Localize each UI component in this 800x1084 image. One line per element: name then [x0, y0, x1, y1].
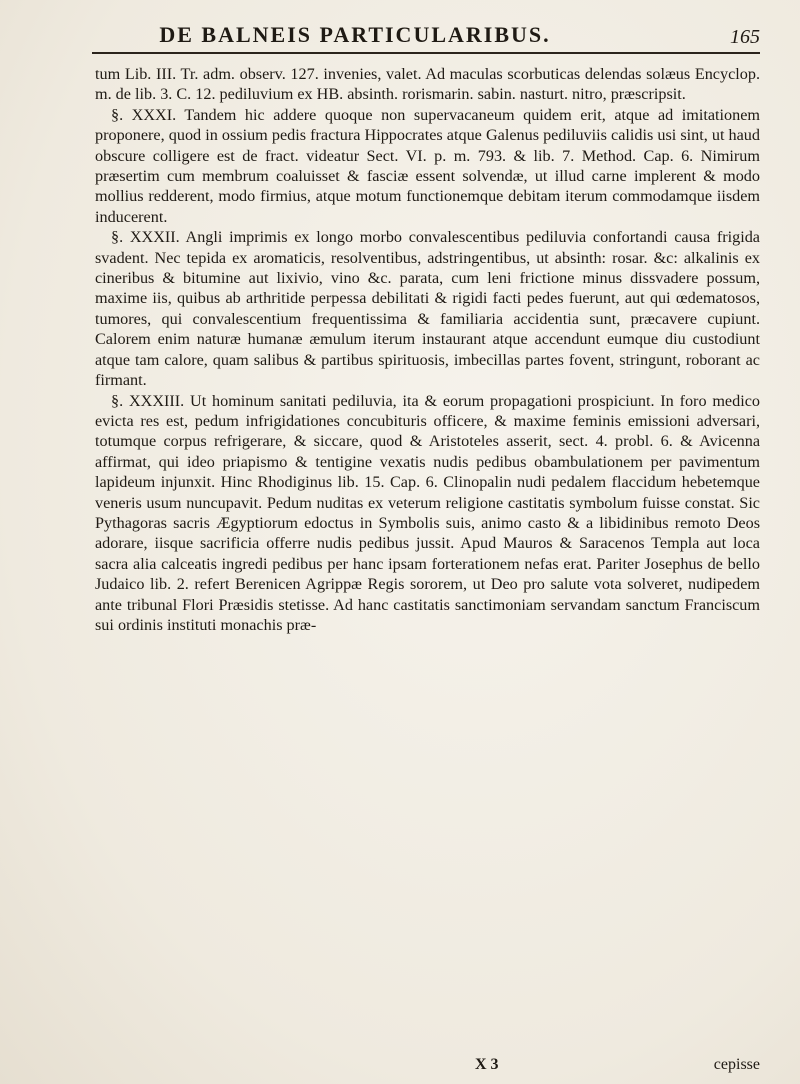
- catchword: cepisse: [713, 1056, 760, 1073]
- page-header: [95, 22, 760, 62]
- paragraph: §. XXXII. Angli imprimis ex longo morbo convalescentibus pediluvia confortandi causa frigida svadent. Nec tepida ex aromaticis, resolventibus, adstringentibus, ut absinth: rosar. &c: alkalinis ex cineribus & bitumine aut lixivio, vino &c. parata, cum leni frictione minus dissvadere possum, maxime iis, quibus ab arthritide perpessa debilitati & rigidi facti pedes fuerunt, aut qui œdematosos, tumores, qui convalescentium frequentissima & familiaria accidentia sunt, præcavere cupiunt. Calorem enim naturæ humanæ æmulum iterum instaurant atque accendunt eumque diu custodiunt atque tam calore, quam salibus & partibus spirituosis, imbecillas partes fovent, stringunt, roborant ac firmant.: [95, 228, 760, 390]
- paragraph: §. XXXIII. Ut hominum sanitati pediluvia, ita & eorum propagationi prospiciunt. In foro medico evicta res est, pedum infrigidationes concubituris officere, & maxime feminis emissioni adversari, totumque corpus refrigerare, & siccare, quod & Aristoteles asserit, sect. 4. probl. 6. & Avicenna affirmat, qui ideo priapismo & tentigine vexatis nudis pedibus obambulationem per pavimentum lapideum injunxit. Hinc Rhodiginus lib. 15. Cap. 6. Clinopalin nudi pedalem flaccidum hebetemque veneris usum nuncupavit. Pedum nuditas ex veterum religione castitatis symbolum fuisse constat. Sic Pythagoras sacris Ægyptiorum edoctus in Symbolis suis, animo casto & a libidinibus remoto Deos adorare, iisque sacrificia offerre nudis pedibus jussit. Apud Mauros & Saracenos Templa aut loca sacra alia calceatis ingredi pedibus per hanc ipsam forterationem nefas erat. Pariter Josephus de bello Judaico lib. 2. refert Berenicen Agrippæ Regis sororem, ut Deo pro salute vota solveret, nudipedem ante tribunal Flori Præsidis stetisse. Ad hanc castitatis sanctimoniam servandam sanctum Franciscum sui ordinis instituti monachis præ-: [95, 391, 760, 634]
- page-footer: [95, 1056, 760, 1080]
- paragraph: tum Lib. III. Tr. adm. observ. 127. invenies, valet. Ad maculas scorbuticas delendas solæus Encyclop. m. de lib. 3. C. 12. pediluvium ex HB. absinth. rorismarin. sabin. nasturt. nitro, præscripsit.: [95, 65, 760, 104]
- header-rule: [92, 52, 760, 54]
- running-head: DE BALNEIS PARTICULARIBUS.: [159, 22, 551, 47]
- paragraph: §. XXXI. Tandem hic addere quoque non supervacaneum quidem erit, atque ad imitationem proponere, quod in ossium pedis fractura Hippocrates atque Galenus pediluviis calidis usi sint, ut haud obscure colligere est de fract. videatur Sect. VI. p. m. 793. & lib. 7. Method. Cap. 6. Nimirum præsertim cum membrum coaluisset & fasciæ essent solvendæ, ut illud carne implerent & modo mollius redderent, modo firmius, atque motum functionemque debitam iterum commodamque iisdem inducerent.: [95, 105, 760, 226]
- page-number: 165: [730, 26, 760, 48]
- signature-mark: X 3: [475, 1056, 499, 1073]
- body-text: [95, 64, 760, 635]
